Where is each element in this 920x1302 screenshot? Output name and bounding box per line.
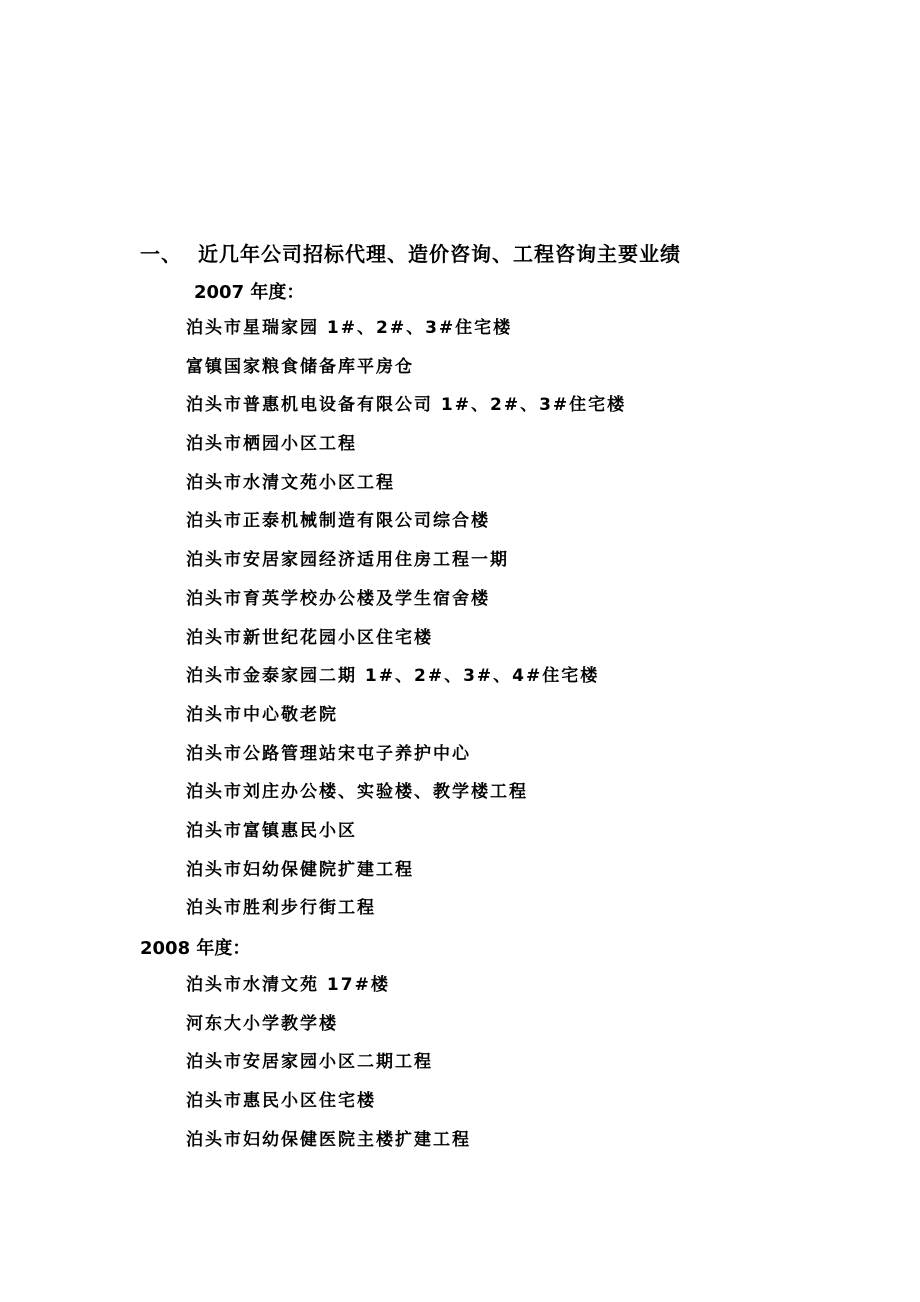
list-item: 泊头市中心敬老院 <box>186 704 338 725</box>
list-item: 泊头市栖园小区工程 <box>186 434 357 455</box>
list-item: 泊头市正泰机械制造有限公司综合楼 <box>186 511 490 532</box>
list-item: 泊头市妇幼保健医院主楼扩建工程 <box>186 1129 471 1150</box>
list-item: 泊头市妇幼保健院扩建工程 <box>186 859 414 880</box>
list-item: 泊头市公路管理站宋屯子养护中心 <box>186 743 471 764</box>
year-label-2007: 2007 年度： <box>194 282 305 303</box>
year-label-2008: 2008 年度： <box>140 938 251 959</box>
list-item: 泊头市胜利步行街工程 <box>186 898 376 919</box>
list-item: 泊头市水清文苑小区工程 <box>186 472 395 493</box>
list-item: 泊头市新世纪花园小区住宅楼 <box>186 627 433 648</box>
section-number: 一、 <box>140 242 182 266</box>
list-item: 泊头市普惠机电设备有限公司 1#、2#、3#住宅楼 <box>186 395 627 416</box>
list-item: 泊头市安居家园经济适用住房工程一期 <box>186 550 509 571</box>
section-heading <box>140 238 681 267</box>
list-item: 泊头市惠民小区住宅楼 <box>186 1091 376 1112</box>
section-title: 近几年公司招标代理、造价咨询、工程咨询主要业绩 <box>198 242 681 266</box>
project-list-2007 <box>186 309 626 928</box>
list-item: 泊头市水清文苑 17#楼 <box>186 975 390 995</box>
list-item: 泊头市星瑞家园 1#、2#、3#住宅楼 <box>186 318 513 338</box>
list-item: 富镇国家粮食储备库平房仓 <box>186 356 414 377</box>
list-item: 泊头市育英学校办公楼及学生宿舍楼 <box>186 588 490 609</box>
list-item: 泊头市安居家园小区二期工程 <box>186 1052 433 1073</box>
list-item: 泊头市金泰家园二期 1#、2#、3#、4#住宅楼 <box>186 666 600 687</box>
list-item: 泊头市刘庄办公楼、实验楼、教学楼工程 <box>186 782 528 803</box>
list-item: 泊头市富镇惠民小区 <box>186 820 357 841</box>
project-list-2008 <box>186 966 471 1159</box>
list-item: 河东大小学教学楼 <box>186 1013 338 1034</box>
